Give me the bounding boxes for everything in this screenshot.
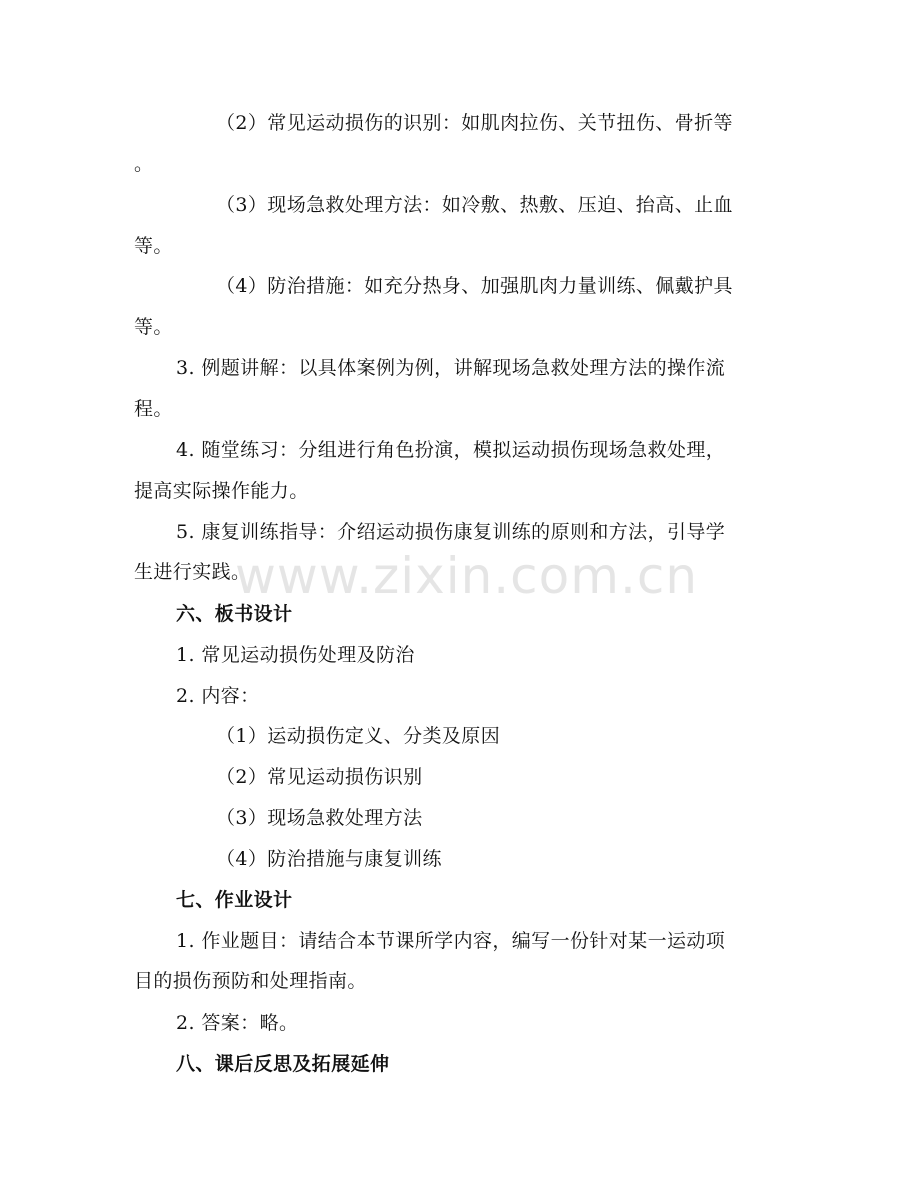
board-subitem-4: （4）防治措施与康复训练 <box>216 848 442 870</box>
board-item-1: 1. 常见运动损伤处理及防治 <box>176 644 415 666</box>
step-3-continuation: 程。 <box>134 398 173 420</box>
step-5-rehab: 5. 康复训练指导：介绍运动损伤康复训练的原则和方法，引导学 <box>176 521 726 543</box>
item-4-prevention: （4）防治措施：如充分热身、加强肌肉力量训练、佩戴护具 <box>216 275 733 297</box>
step-4-continuation: 提高实际操作能力。 <box>134 480 309 502</box>
board-subitem-3: （3）现场急救处理方法 <box>216 807 423 829</box>
step-4-practice: 4. 随堂练习：分组进行角色扮演，模拟运动损伤现场急救处理， <box>176 439 726 461</box>
item-3-first-aid: （3）现场急救处理方法：如冷敷、热敷、压迫、抬高、止血 <box>216 194 733 216</box>
item-2-continuation: 。 <box>134 153 154 175</box>
watermark: www.zixin.com.cn <box>235 547 699 605</box>
homework-item-2: 2. 答案：略。 <box>176 1012 299 1034</box>
board-subitem-2: （2）常见运动损伤识别 <box>216 766 423 788</box>
board-item-2: 2. 内容： <box>176 685 260 707</box>
section-heading-board-design: 六、板书设计 <box>176 603 293 625</box>
item-4-continuation: 等。 <box>134 316 173 338</box>
homework-item-1-continuation: 目的损伤预防和处理指南。 <box>134 970 367 992</box>
section-heading-homework: 七、作业设计 <box>176 889 293 911</box>
section-heading-reflection: 八、课后反思及拓展延伸 <box>176 1053 390 1075</box>
board-subitem-1: （1）运动损伤定义、分类及原因 <box>216 725 501 747</box>
item-3-continuation: 等。 <box>134 235 173 257</box>
step-3-example: 3. 例题讲解：以具体案例为例，讲解现场急救处理方法的操作流 <box>176 357 726 379</box>
homework-item-1: 1. 作业题目：请结合本节课所学内容，编写一份针对某一运动项 <box>176 930 726 952</box>
step-5-continuation: 生进行实践。 <box>134 561 251 583</box>
item-2-recognition: （2）常见运动损伤的识别：如肌肉拉伤、关节扭伤、骨折等 <box>216 112 733 134</box>
